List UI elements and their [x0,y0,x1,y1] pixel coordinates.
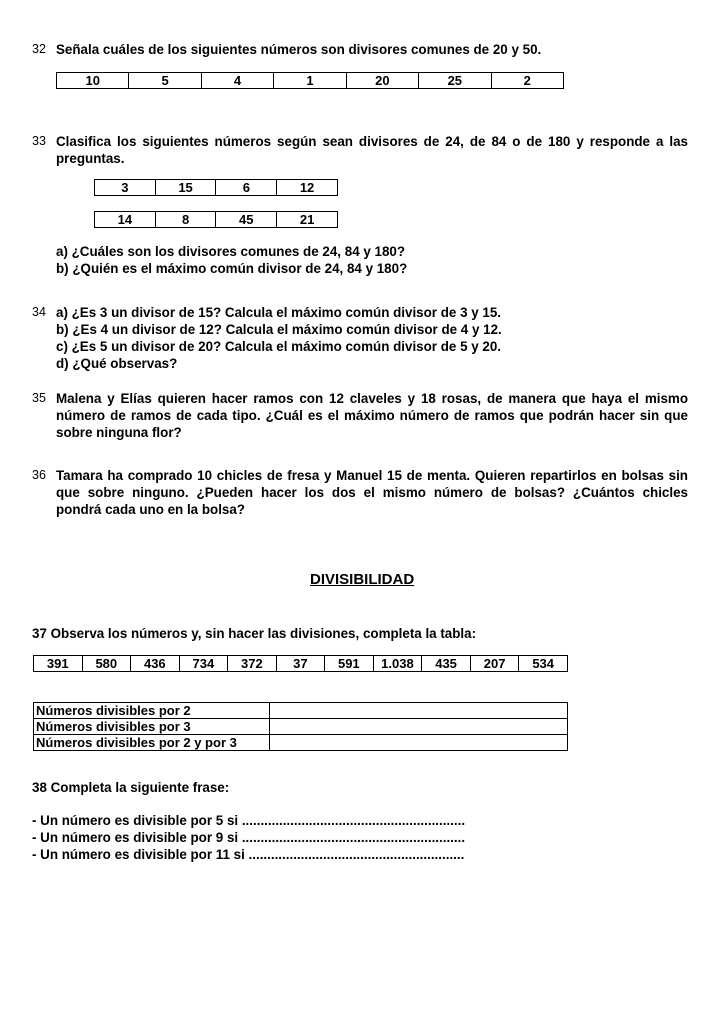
numbers-table-q32 [56,72,564,89]
question-text-block [56,467,688,518]
question-text-line: Malena y Elías quieren hacer ramos con 12 claveles y 18 rosas, de manera que haya el mismo [56,391,688,406]
number-cell: 534 [519,656,568,672]
table-row [95,180,338,196]
question-number: 33 [32,134,46,148]
number-cell: 21 [277,212,338,228]
number-cell: 435 [422,656,471,672]
table-row [34,719,568,735]
question-text-line: preguntas. [56,151,125,166]
question-text: Señala cuáles de los siguientes números son divisores comunes de 20 y 50. [56,42,542,57]
number-cell: 734 [179,656,228,672]
question-36 [32,467,688,521]
question-34-part-c: c) ¿Es 5 un divisor de 20? Calcula el máximo común divisor de 5 y 20. [56,339,502,354]
question-38-text: 38 Completa la siguiente frase: [32,780,230,795]
number-cell: 10 [57,73,129,89]
row-label: Números divisibles por 2 [34,703,270,719]
question-number: 32 [32,42,46,56]
number-cell: 1 [274,73,346,89]
table-row [34,735,568,751]
question-number: 34 [32,305,46,319]
question-text-line: sobre ninguna flor? [56,425,182,440]
question-text-block [56,390,688,441]
question-34-part-a: a) ¿Es 3 un divisor de 15? Calcula el máximo común divisor de 3 y 15. [56,305,502,320]
question-35 [32,390,688,444]
question-text-line: número de ramos de cada tipo. ¿Cuál es el máximo número de ramos que podrán hacer sin que [56,408,688,423]
number-cell: 15 [155,180,216,196]
number-cell: 3 [95,180,156,196]
question-33-part-b: b) ¿Quién es el máximo común divisor de 24, 84 y 180? [56,261,408,276]
question-number: 36 [32,468,46,482]
question-38-line-1: - Un número es divisible por 5 si ............................................................ [32,813,466,828]
question-33 [32,133,688,173]
divisibility-table [33,702,568,751]
question-text-line: pondrá cada uno en la bolsa? [56,502,245,517]
answer-cell[interactable] [269,735,567,751]
number-cell: 37 [276,656,324,672]
number-cell: 372 [228,656,277,672]
number-cell: 8 [155,212,216,228]
number-cell: 45 [216,212,277,228]
number-cell: 436 [131,656,180,672]
number-cell: 12 [277,180,338,196]
question-38-line-2: - Un número es divisible por 9 si ............................................................ [32,830,466,845]
numbers-table-q37 [33,655,568,672]
question-34-part-d: d) ¿Qué observas? [56,356,178,371]
section-heading: DIVISIBILIDAD [310,571,415,588]
question-34-part-b: b) ¿Es 4 un divisor de 12? Calcula el máximo común divisor de 4 y 12. [56,322,502,337]
number-cell: 4 [201,73,273,89]
question-38-line-3: - Un número es divisible por 11 si .......................................................... [32,847,465,862]
answer-cell[interactable] [269,719,567,735]
number-cell: 6 [216,180,277,196]
number-cell: 2 [491,73,563,89]
row-label: Números divisibles por 3 [34,719,270,735]
number-cell: 5 [129,73,201,89]
table-row [34,656,568,672]
question-37-text: 37 Observa los números y, sin hacer las divisiones, completa la tabla: [32,626,477,641]
number-cell: 591 [325,656,374,672]
number-cell: 391 [34,656,83,672]
question-text-line: que sobre ninguno. ¿Pueden hacer los dos el mismo número de bolsas? ¿Cuántos chicles [56,485,688,500]
question-33-part-a: a) ¿Cuáles son los divisores comunes de 24, 84 y 180? [56,244,406,259]
number-cell: 25 [419,73,491,89]
number-cell: 14 [95,212,156,228]
question-text-line: Clasifica los siguientes números según sean divisores de 24, de 84 o de 180 y responde a las [56,134,688,149]
question-text-block [56,133,688,167]
number-cell: 207 [470,656,519,672]
question-number: 35 [32,391,46,405]
question-text-line: Tamara ha comprado 10 chicles de fresa y Manuel 15 de menta. Quieren repartirlos en bolsas sin [56,468,688,483]
number-cell: 580 [82,656,131,672]
answer-cell[interactable] [269,703,567,719]
number-cell: 20 [346,73,418,89]
numbers-table-q33-row2 [94,211,338,228]
number-cell: 1.038 [373,656,422,672]
table-row [34,703,568,719]
table-row [57,73,564,89]
row-label: Números divisibles por 2 y por 3 [34,735,270,751]
numbers-table-q33-row1 [94,179,338,196]
table-row [95,212,338,228]
